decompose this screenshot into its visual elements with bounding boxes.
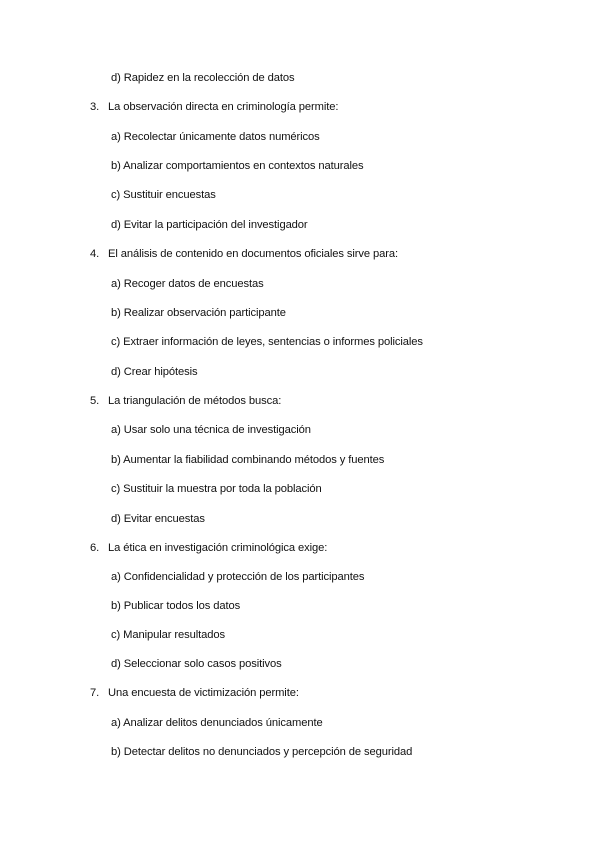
question-number: 4. bbox=[90, 248, 100, 260]
question-text: La triangulación de métodos busca: bbox=[108, 395, 282, 407]
option-d: d) Seleccionar solo casos positivos bbox=[111, 658, 282, 670]
question-number: 5. bbox=[90, 395, 100, 407]
option-d: d) Crear hipótesis bbox=[111, 366, 198, 378]
option-a: a) Usar solo una técnica de investigación bbox=[111, 424, 311, 436]
option-a: a) Confidencialidad y protección de los participantes bbox=[111, 571, 365, 583]
option-b: b) Analizar comportamientos en contextos naturales bbox=[111, 160, 364, 172]
option-a: a) Analizar delitos denunciados únicamente bbox=[111, 717, 323, 729]
option-c: c) Manipular resultados bbox=[111, 629, 225, 641]
option-c: c) Sustituir encuestas bbox=[111, 189, 216, 201]
question-number: 7. bbox=[90, 687, 100, 699]
option-b: b) Aumentar la fiabilidad combinando métodos y fuentes bbox=[111, 454, 385, 466]
option-b: b) Realizar observación participante bbox=[111, 307, 286, 319]
option-b: b) Publicar todos los datos bbox=[111, 600, 241, 612]
question-text: La ética en investigación criminológica exige: bbox=[108, 542, 328, 554]
option-d-question-2: d) Rapidez en la recolección de datos bbox=[111, 72, 295, 84]
option-d: d) Evitar la participación del investigador bbox=[111, 219, 308, 231]
question-text: La observación directa en criminología permite: bbox=[108, 101, 339, 113]
option-a: a) Recolectar únicamente datos numéricos bbox=[111, 131, 320, 143]
option-a: a) Recoger datos de encuestas bbox=[111, 278, 264, 290]
question-number: 6. bbox=[90, 542, 100, 554]
option-c: c) Sustituir la muestra por toda la población bbox=[111, 483, 322, 495]
question-text: Una encuesta de victimización permite: bbox=[108, 687, 299, 699]
option-d: d) Evitar encuestas bbox=[111, 513, 205, 525]
option-c: c) Extraer información de leyes, sentencias o informes policiales bbox=[111, 336, 423, 348]
option-b: b) Detectar delitos no denunciados y percepción de seguridad bbox=[111, 746, 413, 758]
question-text: El análisis de contenido en documentos oficiales sirve para: bbox=[108, 248, 399, 260]
question-number: 3. bbox=[90, 101, 100, 113]
